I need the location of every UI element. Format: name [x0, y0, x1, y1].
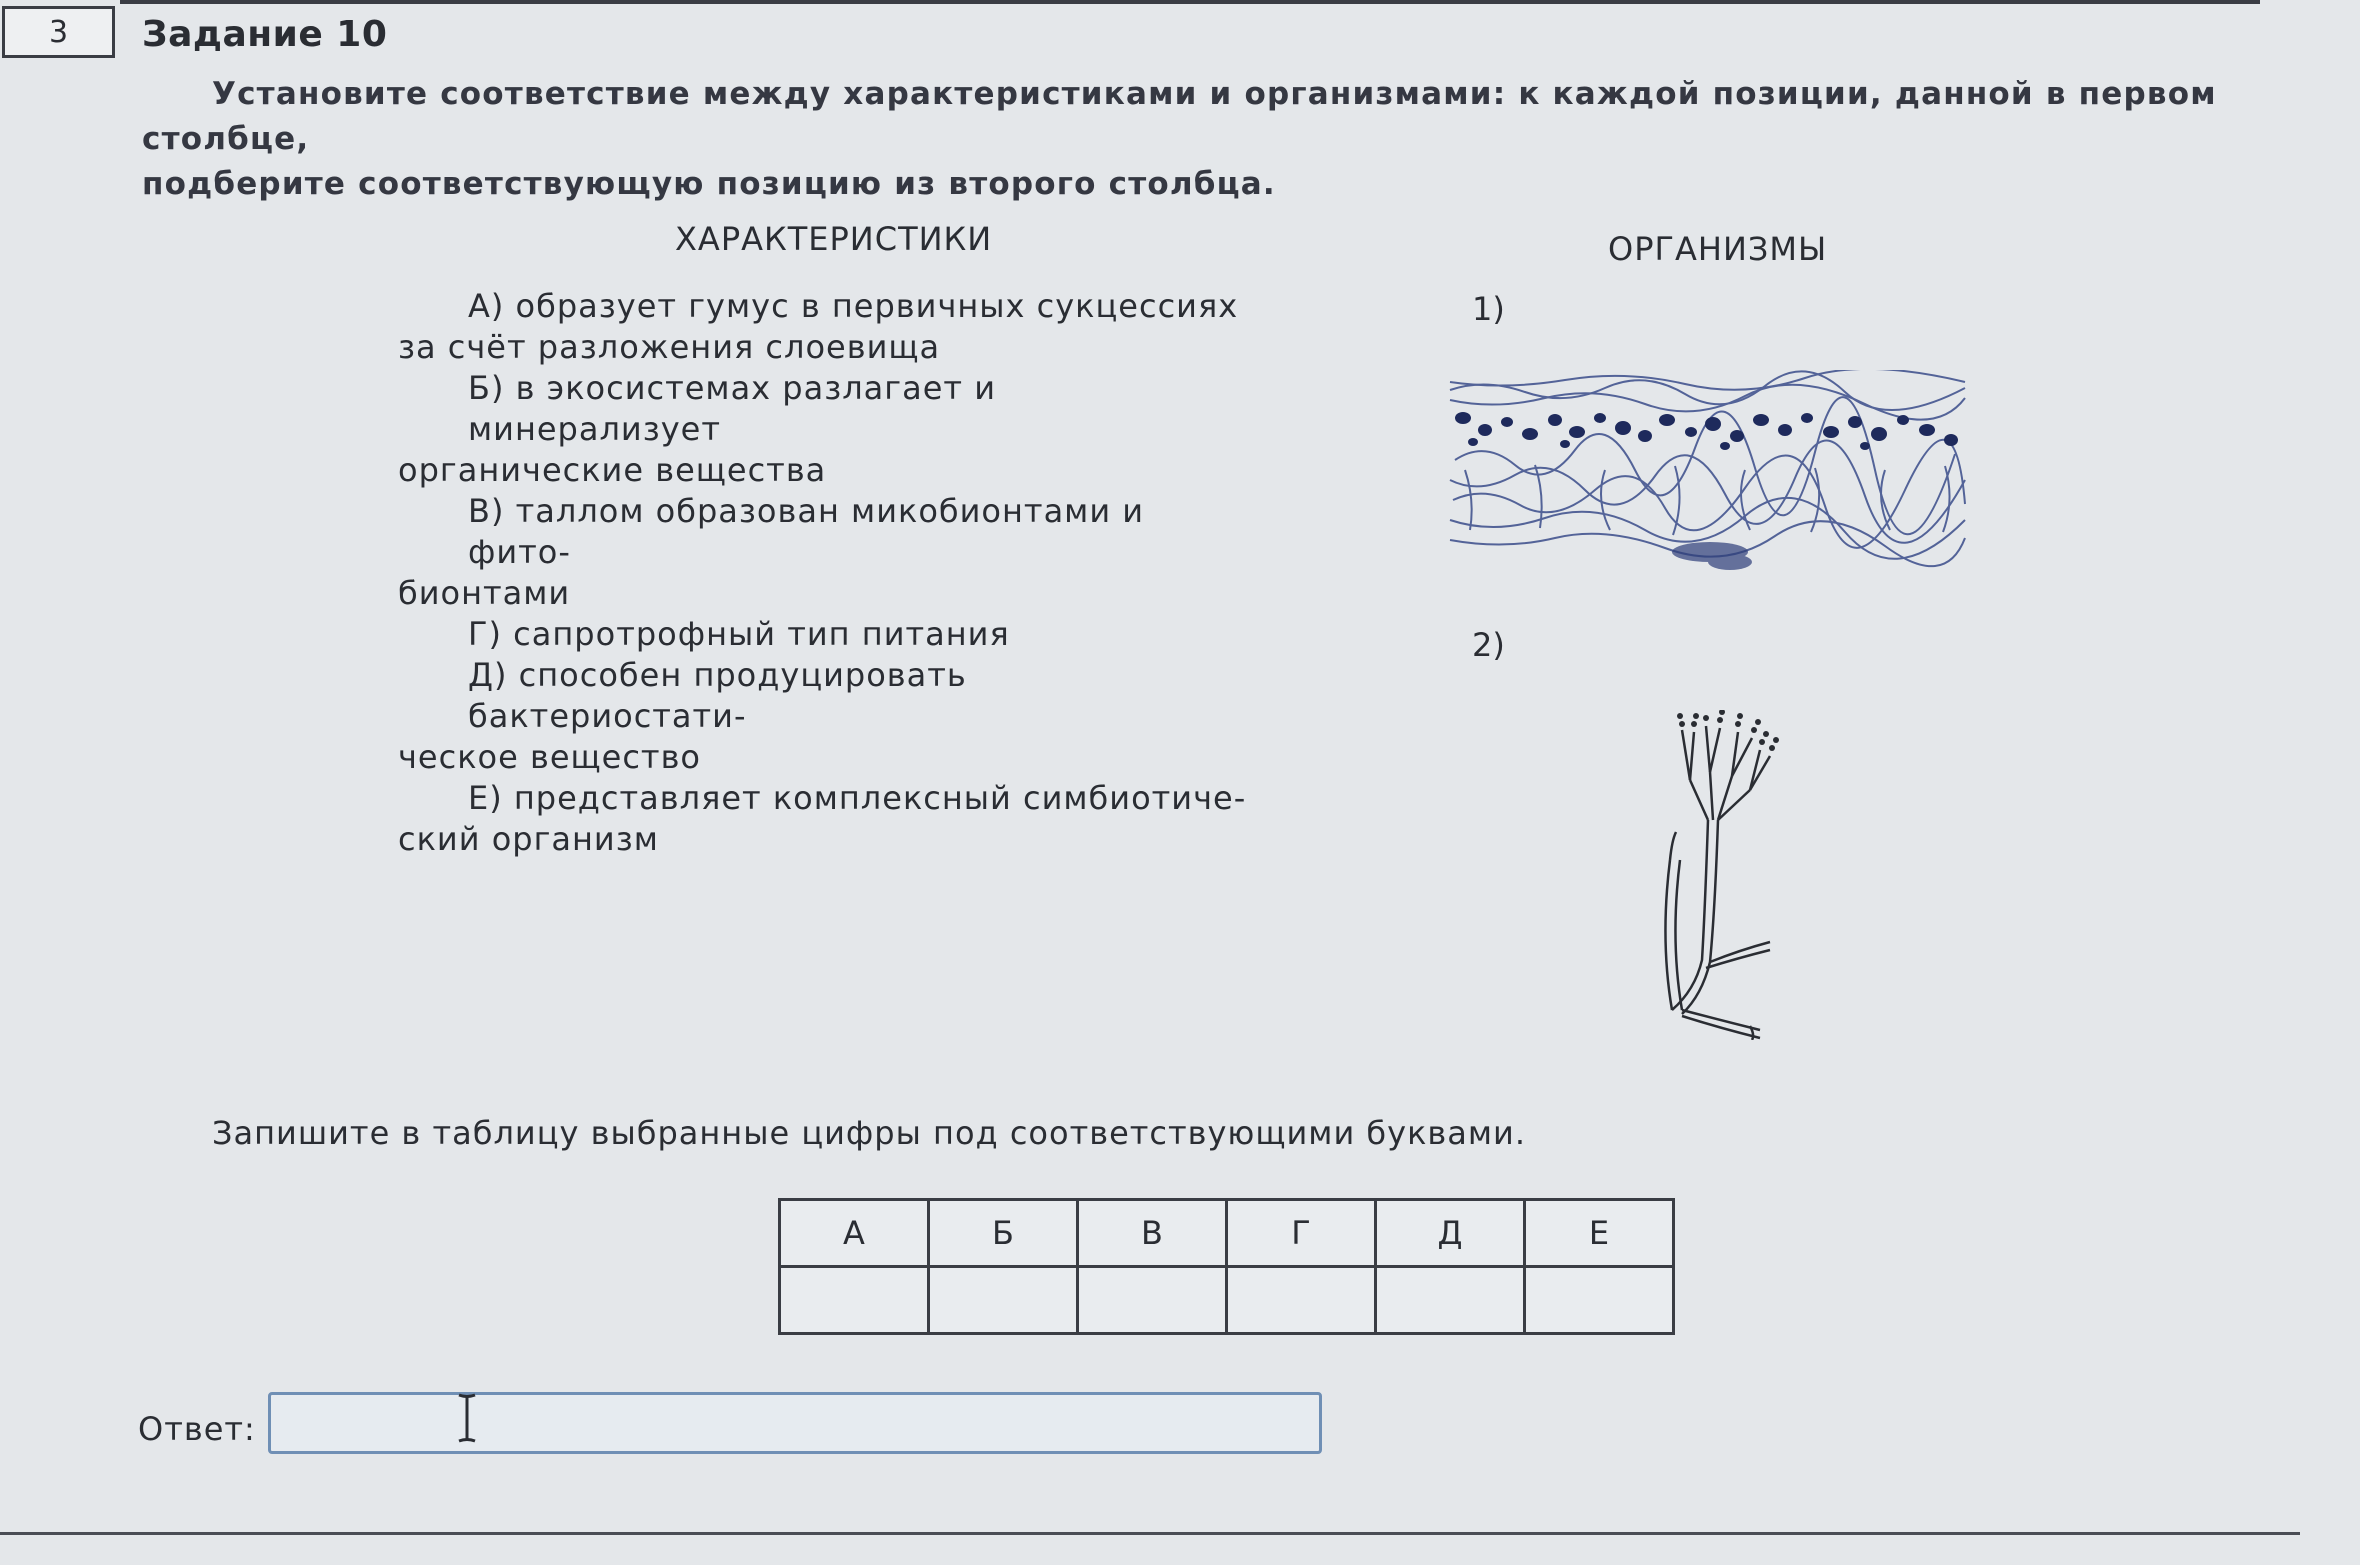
organisms-heading: ОРГАНИЗМЫ — [1608, 230, 1828, 268]
task-title: Задание 10 — [142, 14, 388, 55]
answer-label: Ответ: — [138, 1410, 256, 1448]
answer-table-header-row — [780, 1200, 1674, 1267]
top-divider — [120, 0, 2260, 4]
penicillium-mold-illustration — [1610, 710, 1820, 1040]
characteristic-d: Д) способен продуцировать бактериостати- ческое вещество — [398, 656, 967, 776]
answer-input[interactable] — [268, 1392, 1322, 1454]
instruction-line-1: Установите соответствие между характеристиками и организмами: к каждой позиции, данной в первом столбце, — [142, 76, 2217, 157]
task-instruction — [142, 72, 2262, 207]
characteristic-g: Г) сапротрофный тип питания — [468, 615, 1010, 653]
answer-table-header-d: Д — [1376, 1200, 1525, 1267]
characteristic-b: Б) в экосистемах разлагает и минерализует органические вещества — [398, 369, 996, 489]
bottom-divider — [0, 1532, 2300, 1535]
answer-table — [778, 1198, 1675, 1335]
answer-table-cell-v — [1078, 1267, 1227, 1334]
answer-table-header-g: Г — [1227, 1200, 1376, 1267]
answer-table-header-e: Е — [1525, 1200, 1674, 1267]
task-number: 3 — [48, 14, 69, 50]
organism-2-label: 2) — [1472, 626, 1505, 664]
answer-table-cell-b — [929, 1267, 1078, 1334]
characteristic-v: В) таллом образован микобионтами и фито- бионтами — [398, 492, 1145, 612]
lichen-cross-section-illustration — [1445, 370, 1970, 575]
characteristic-e: Е) представляет комплексный симбиотиче- ский организм — [398, 779, 1247, 858]
answer-table-header-a: А — [780, 1200, 929, 1267]
instruction-line-2: подберите соответствующую позицию из второго столбца. — [142, 166, 1276, 202]
characteristic-a: А) образует гумус в первичных сукцессиях за счёт разложения слоевища — [398, 287, 1239, 366]
answer-table-cell-g — [1227, 1267, 1376, 1334]
task-number-badge — [2, 6, 115, 58]
table-instruction: Запишите в таблицу выбранные цифры под соответствующими буквами. — [212, 1114, 1526, 1152]
text-cursor-icon — [455, 1392, 479, 1444]
answer-table-cell-a — [780, 1267, 929, 1334]
answer-table-cell-e — [1525, 1267, 1674, 1334]
characteristics-list — [398, 286, 1248, 860]
answer-table-header-b: Б — [929, 1200, 1078, 1267]
answer-table-value-row — [780, 1267, 1674, 1334]
characteristics-heading: ХАРАКТЕРИСТИКИ — [675, 220, 993, 258]
answer-table-cell-d — [1376, 1267, 1525, 1334]
organism-1-label: 1) — [1472, 290, 1505, 328]
answer-table-header-v: В — [1078, 1200, 1227, 1267]
